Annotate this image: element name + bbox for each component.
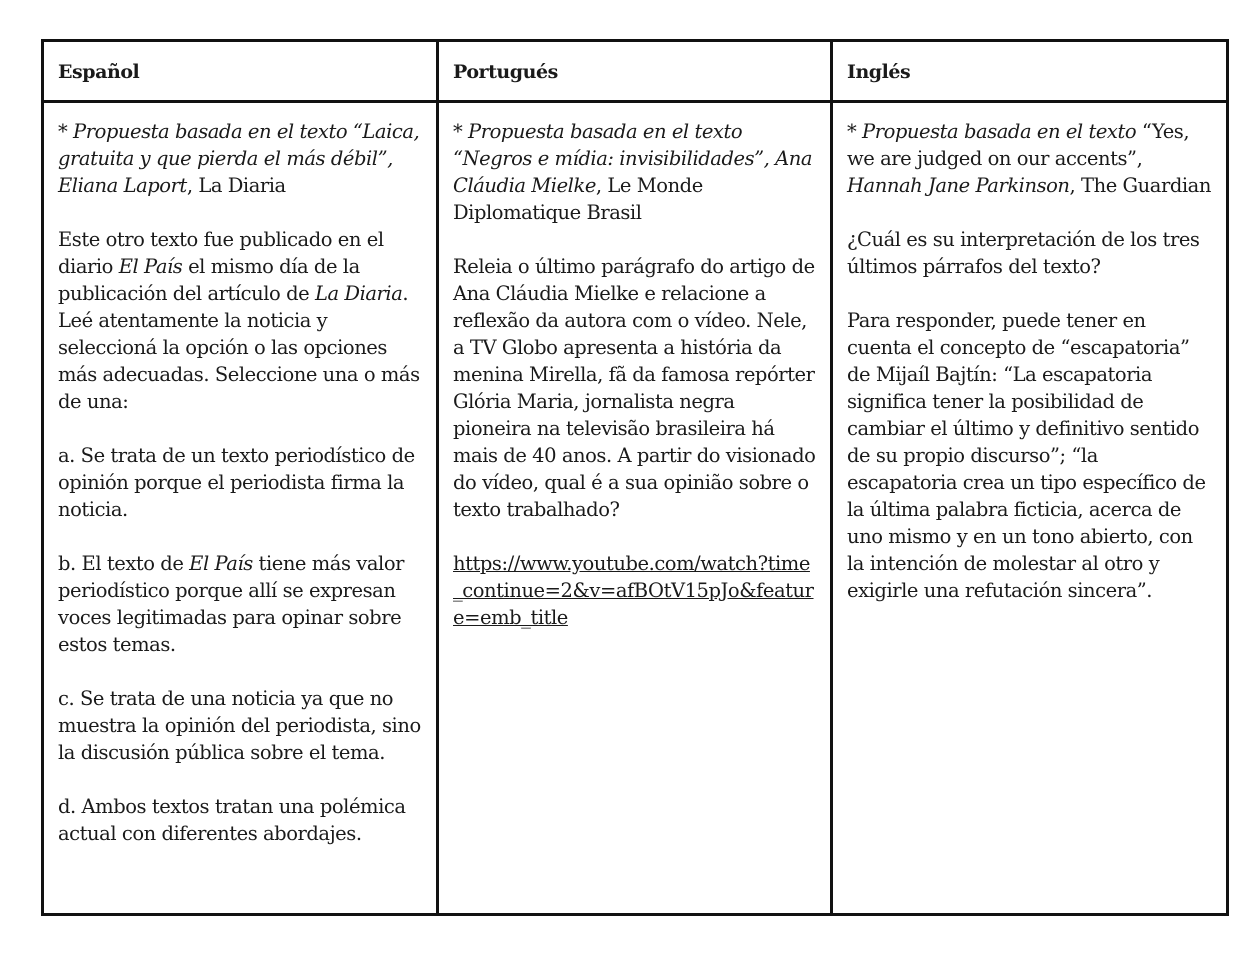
english-body: Para responder, puede tener en cuenta el concepto de “escapatoria” de Mijaíl Bajtín: “La escapatoria significa tener la posibilidad de cambiar el último y definitivo sentido de su propio discurso”; “la escapatoria crea un tipo específico de la última palabra ficticia, acerca de uno mismo y en un tono abierto, con la intención de molestar al otro y exigirle una refutación sincera”. bbox=[847, 309, 1206, 602]
spanish-intro-text-1: Este otro texto fue publicado en el diario bbox=[58, 228, 384, 278]
english-source bbox=[847, 118, 1212, 199]
spanish-option-b-text-1: b. El texto de bbox=[58, 552, 190, 575]
english-source-author: Hannah Jane Parkinson bbox=[847, 174, 1070, 197]
header-spanish: Español bbox=[43, 41, 438, 102]
spanish-option-d: d. Ambos textos tratan una polémica actual con diferentes abordajes. bbox=[58, 795, 406, 845]
portuguese-link-paragraph bbox=[453, 550, 816, 631]
spanish-intro-paper: El País bbox=[118, 255, 183, 278]
spanish-intro-text-2: el mismo día de la publicación del artículo de bbox=[58, 255, 360, 305]
header-english: Inglés bbox=[832, 41, 1228, 102]
spanish-source bbox=[58, 118, 422, 199]
spanish-source-citation: * Propuesta basada en el texto “Laica, gratuita y que pierda el más débil”, Eliana Laport bbox=[58, 120, 420, 197]
english-question: ¿Cuál es su interpretación de los tres últimos párrafos del texto? bbox=[847, 228, 1200, 278]
english-source-publication: , The Guardian bbox=[1069, 174, 1211, 197]
spanish-option-c: c. Se trata de una noticia ya que no muestra la opinión del periodista, sino la discusión pública sobre el tema. bbox=[58, 687, 421, 764]
header-portuguese: Portugués bbox=[438, 41, 832, 102]
english-cell bbox=[832, 102, 1228, 915]
english-source-comma: , bbox=[1136, 147, 1143, 170]
spanish-intro-text-3: . Leé atentamente la noticia y seleccioná la opción o las opciones más adecuadas. Seleccione una o más de una: bbox=[58, 282, 420, 413]
spanish-option-b bbox=[58, 550, 422, 658]
header-row bbox=[43, 41, 1228, 102]
spanish-option-b-paper: El País bbox=[189, 552, 253, 575]
english-source-prefix: * Propuesta basada en el texto bbox=[847, 120, 1137, 143]
portuguese-cell bbox=[438, 102, 832, 915]
spanish-option-b-text-2: tiene más valor periodístico porque allí se expresan voces legitimadas para opinar sobre estos temas. bbox=[58, 552, 404, 656]
spanish-source-publication: , La Diaria bbox=[186, 174, 286, 197]
portuguese-source-publication: , Le Monde Diplomatique Brasil bbox=[453, 174, 703, 224]
portuguese-body: Releia o último parágrafo do artigo de Ana Cláudia Mielke e relacione a reflexão da autora com o vídeo. Nele, a TV Globo apresenta a história da menina Mirella, fã da famosa repórter Glória Maria, jornalista negra pioneira na televisão brasileira há mais de 40 anos. A partir do visionado do vídeo, qual é a sua opinião sobre o texto trabalhado? bbox=[453, 255, 816, 521]
spanish-intro-paper-2: La Diaria bbox=[314, 282, 403, 305]
portuguese-source bbox=[453, 118, 816, 226]
portuguese-source-citation: * Propuesta basada en el texto “Negros e mídia: invisibilidades”, Ana Cláudia Mielke bbox=[453, 120, 813, 197]
spanish-cell bbox=[43, 102, 438, 915]
youtube-video-link[interactable]: https://www.youtube.com/watch?time_continue=2&v=afBOtV15pJo&feature=emb_title bbox=[453, 552, 814, 629]
english-source-title: “Yes, we are judged on our accents” bbox=[847, 120, 1190, 170]
spanish-intro bbox=[58, 226, 422, 415]
activity-table bbox=[41, 39, 1229, 916]
spanish-option-a: a. Se trata de un texto periodístico de opinión porque el periodista firma la noticia. bbox=[58, 444, 415, 521]
content-row bbox=[43, 102, 1228, 915]
